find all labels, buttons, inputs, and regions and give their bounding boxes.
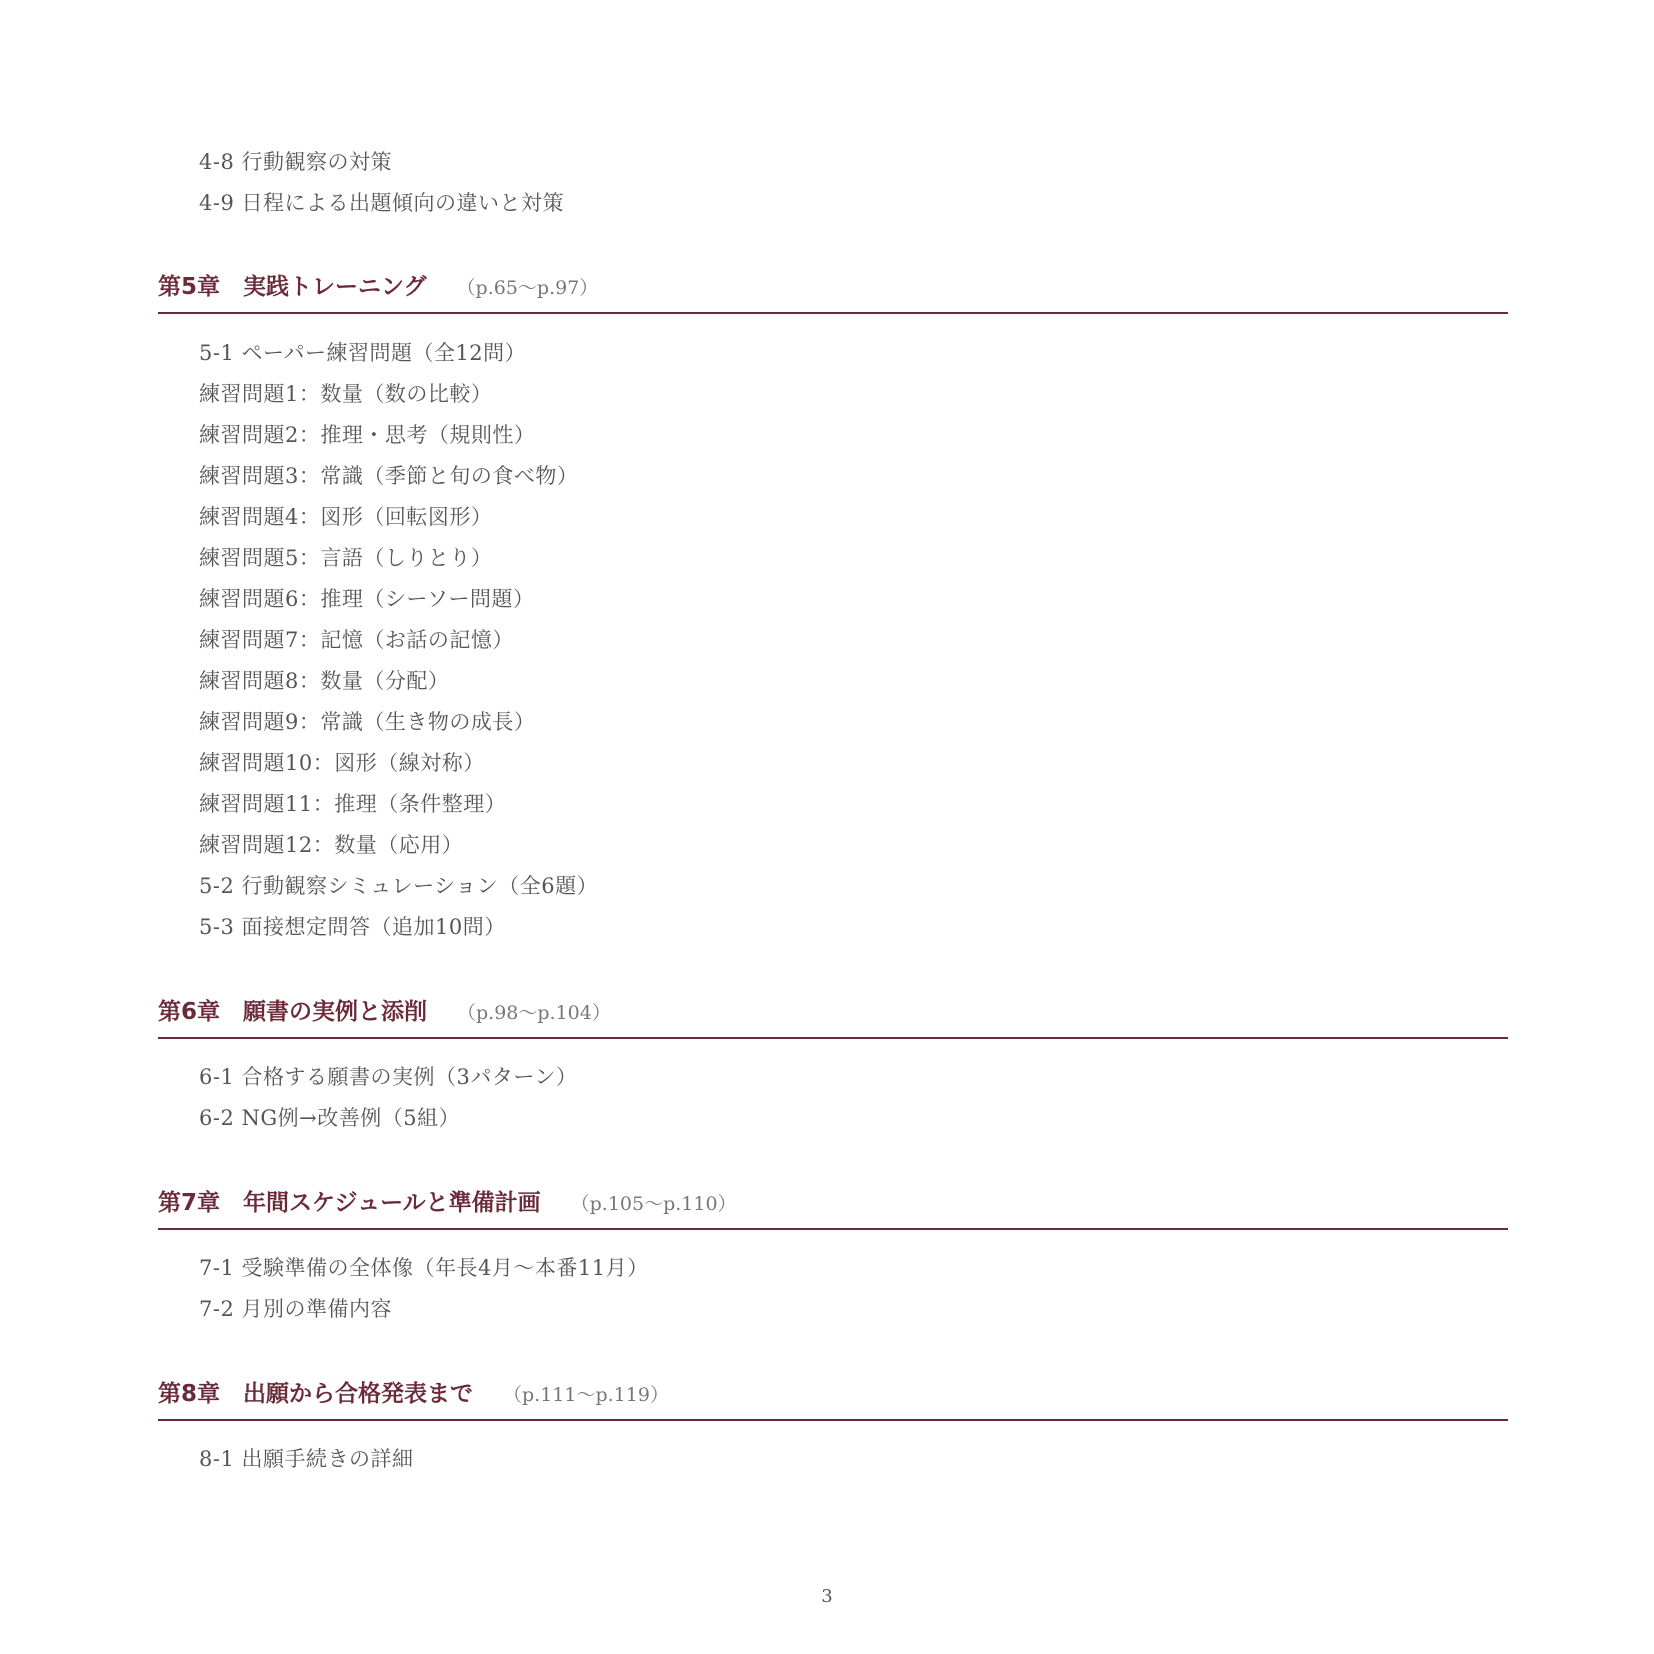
toc-item: 練習問題4：図形（回転図形） bbox=[199, 505, 493, 529]
toc-item: 4-9 日程による出題傾向の違いと対策 bbox=[199, 191, 564, 215]
toc-item: 8-1 出願手続きの詳細 bbox=[199, 1447, 414, 1471]
toc-item: 練習問題6：推理（シーソー問題） bbox=[199, 587, 535, 611]
toc-item: 6-2 NG例→改善例（5組） bbox=[199, 1106, 461, 1130]
chapter-heading-7 bbox=[158, 1188, 1508, 1230]
chapter-title bbox=[158, 272, 598, 303]
chapter-page-range: （p.105〜p.110） bbox=[570, 1193, 737, 1215]
chapter-page-range: （p.98〜p.104） bbox=[457, 1002, 611, 1024]
toc-item: 7-1 受験準備の全体像（年長4月〜本番11月） bbox=[199, 1256, 649, 1280]
toc-item: 練習問題5：言語（しりとり） bbox=[199, 546, 493, 570]
toc-item: 4-8 行動観察の対策 bbox=[199, 150, 392, 174]
toc-item: 練習問題11：推理（条件整理） bbox=[199, 792, 507, 816]
toc-item: 練習問題2：推理・思考（規則性） bbox=[199, 423, 536, 447]
page-number: 3 bbox=[821, 1586, 833, 1607]
chapter-name: 第8章 出願から合格発表まで bbox=[158, 1381, 474, 1407]
toc-item: 練習問題1：数量（数の比較） bbox=[199, 382, 493, 406]
chapter-heading-5 bbox=[158, 272, 1508, 314]
toc-item: 5-3 面接想定問答（追加10問） bbox=[199, 915, 506, 939]
chapter-page-range: （p.65〜p.97） bbox=[456, 277, 599, 299]
toc-item: 5-2 行動観察シミュレーション（全6題） bbox=[199, 874, 599, 898]
chapter-name: 第5章 実践トレーニング bbox=[158, 274, 427, 300]
chapter-name: 第7章 年間スケジュールと準備計画 bbox=[158, 1190, 541, 1216]
chapter-heading-6 bbox=[158, 997, 1508, 1039]
toc-item: 練習問題8：数量（分配） bbox=[199, 669, 450, 693]
chapter-title bbox=[158, 997, 611, 1028]
toc-item: 7-2 月別の準備内容 bbox=[199, 1297, 392, 1321]
chapter-title bbox=[158, 1379, 669, 1410]
chapter-heading-8 bbox=[158, 1379, 1508, 1421]
chapter-title bbox=[158, 1188, 737, 1219]
toc-item: 練習問題3：常識（季節と旬の食べ物） bbox=[199, 464, 579, 488]
chapter-page-range: （p.111〜p.119） bbox=[503, 1384, 669, 1406]
toc-item: 練習問題10：図形（線対称） bbox=[199, 751, 485, 775]
toc-item: 5-1 ペーパー練習問題（全12問） bbox=[199, 341, 527, 365]
toc-item: 練習問題12：数量（応用） bbox=[199, 833, 464, 857]
toc-item: 練習問題9：常識（生き物の成長） bbox=[199, 710, 536, 734]
toc-item: 練習問題7：記憶（お話の記憶） bbox=[199, 628, 514, 652]
toc-item: 6-1 合格する願書の実例（3パターン） bbox=[199, 1065, 578, 1089]
chapter-name: 第6章 願書の実例と添削 bbox=[158, 999, 428, 1025]
